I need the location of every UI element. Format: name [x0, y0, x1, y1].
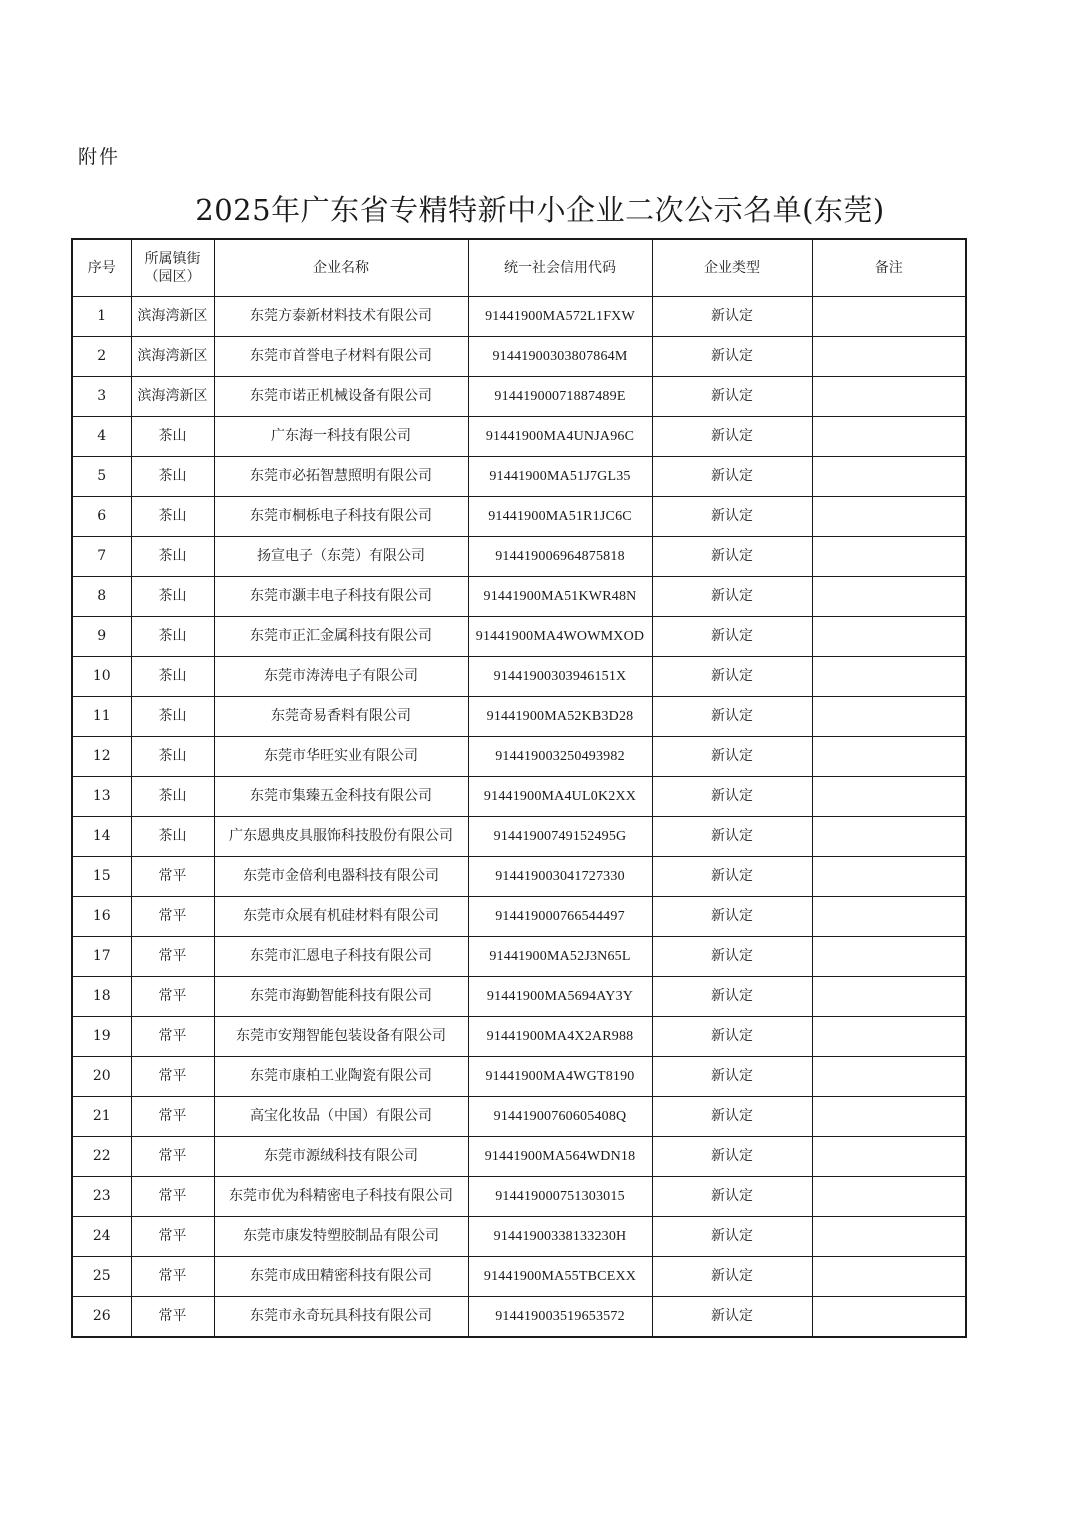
cell-credit-code: 91441900MA51KWR48N: [468, 577, 652, 617]
table-row: [72, 697, 966, 737]
cell-town: 常平: [131, 897, 214, 937]
cell-remark: [812, 537, 966, 577]
cell-index: 15: [72, 857, 131, 897]
cell-type: 新认定: [652, 617, 812, 657]
cell-credit-code: 91441900MA4X2AR988: [468, 1017, 652, 1057]
cell-remark: [812, 1297, 966, 1338]
table-row: [72, 817, 966, 857]
cell-town: 滨海湾新区: [131, 337, 214, 377]
cell-credit-code: 91441900MA51J7GL35: [468, 457, 652, 497]
cell-type: 新认定: [652, 1177, 812, 1217]
cell-company: 东莞市集臻五金科技有限公司: [214, 777, 468, 817]
cell-index: 14: [72, 817, 131, 857]
table-row: [72, 1177, 966, 1217]
cell-index: 22: [72, 1137, 131, 1177]
table-row: [72, 377, 966, 417]
cell-type: 新认定: [652, 657, 812, 697]
cell-type: 新认定: [652, 1217, 812, 1257]
cell-type: 新认定: [652, 377, 812, 417]
cell-company: 东莞市金倍利电器科技有限公司: [214, 857, 468, 897]
cell-type: 新认定: [652, 1297, 812, 1338]
cell-index: 9: [72, 617, 131, 657]
cell-company: 高宝化妆品（中国）有限公司: [214, 1097, 468, 1137]
cell-index: 12: [72, 737, 131, 777]
table-row: [72, 1217, 966, 1257]
cell-remark: [812, 457, 966, 497]
cell-remark: [812, 617, 966, 657]
cell-remark: [812, 577, 966, 617]
cell-company: 东莞市汇恩电子科技有限公司: [214, 937, 468, 977]
header-town: 所属镇街（园区）: [131, 239, 214, 297]
table-row: [72, 897, 966, 937]
cell-company: 东莞市优为科精密电子科技有限公司: [214, 1177, 468, 1217]
table-row: [72, 737, 966, 777]
cell-type: 新认定: [652, 737, 812, 777]
cell-credit-code: 91441900749152495G: [468, 817, 652, 857]
cell-index: 19: [72, 1017, 131, 1057]
table-row: [72, 417, 966, 457]
cell-company: 东莞市涛涛电子有限公司: [214, 657, 468, 697]
cell-remark: [812, 1177, 966, 1217]
cell-type: 新认定: [652, 297, 812, 337]
cell-company: 东莞市正汇金属科技有限公司: [214, 617, 468, 657]
cell-town: 常平: [131, 1177, 214, 1217]
cell-remark: [812, 937, 966, 977]
cell-type: 新认定: [652, 777, 812, 817]
cell-town: 茶山: [131, 697, 214, 737]
cell-index: 6: [72, 497, 131, 537]
table-row: [72, 1097, 966, 1137]
cell-index: 23: [72, 1177, 131, 1217]
cell-remark: [812, 297, 966, 337]
cell-town: 茶山: [131, 777, 214, 817]
page-title: 2025年广东省专精特新中小企业二次公示名单(东莞): [195, 193, 885, 227]
table-row: [72, 337, 966, 377]
cell-type: 新认定: [652, 537, 812, 577]
cell-credit-code: 91441900MA4UNJA96C: [468, 417, 652, 457]
table-row: [72, 1257, 966, 1297]
cell-index: 20: [72, 1057, 131, 1097]
cell-company: 东莞市安翔智能包装设备有限公司: [214, 1017, 468, 1057]
table-row: [72, 577, 966, 617]
cell-credit-code: 91441900MA52J3N65L: [468, 937, 652, 977]
cell-credit-code: 91441900071887489E: [468, 377, 652, 417]
header-index: 序号: [72, 239, 131, 297]
header-type: 企业类型: [652, 239, 812, 297]
cell-town: 常平: [131, 937, 214, 977]
cell-index: 5: [72, 457, 131, 497]
cell-type: 新认定: [652, 817, 812, 857]
cell-credit-code: 914419006964875818: [468, 537, 652, 577]
cell-town: 常平: [131, 1137, 214, 1177]
cell-index: 24: [72, 1217, 131, 1257]
cell-town: 茶山: [131, 537, 214, 577]
table-row: [72, 777, 966, 817]
cell-type: 新认定: [652, 457, 812, 497]
cell-index: 11: [72, 697, 131, 737]
cell-index: 3: [72, 377, 131, 417]
table-header-row: [72, 239, 966, 297]
cell-company: 东莞市华旺实业有限公司: [214, 737, 468, 777]
cell-remark: [812, 657, 966, 697]
cell-index: 13: [72, 777, 131, 817]
cell-company: 东莞市首誉电子材料有限公司: [214, 337, 468, 377]
cell-index: 18: [72, 977, 131, 1017]
cell-type: 新认定: [652, 497, 812, 537]
cell-index: 17: [72, 937, 131, 977]
cell-town: 茶山: [131, 657, 214, 697]
cell-town: 茶山: [131, 497, 214, 537]
cell-index: 1: [72, 297, 131, 337]
cell-credit-code: 914419003041727330: [468, 857, 652, 897]
cell-company: 东莞市成田精密科技有限公司: [214, 1257, 468, 1297]
header-remark: 备注: [812, 239, 966, 297]
cell-type: 新认定: [652, 977, 812, 1017]
cell-credit-code: 91441900338133230H: [468, 1217, 652, 1257]
cell-company: 东莞市康发特塑胶制品有限公司: [214, 1217, 468, 1257]
cell-company: 东莞市众展有机硅材料有限公司: [214, 897, 468, 937]
cell-credit-code: 91441900MA4WGT8190: [468, 1057, 652, 1097]
cell-company: 广东海一科技有限公司: [214, 417, 468, 457]
cell-company: 东莞市灏丰电子科技有限公司: [214, 577, 468, 617]
table-row: [72, 457, 966, 497]
cell-town: 茶山: [131, 417, 214, 457]
cell-type: 新认定: [652, 1137, 812, 1177]
cell-company: 东莞市诺正机械设备有限公司: [214, 377, 468, 417]
cell-index: 21: [72, 1097, 131, 1137]
cell-town: 滨海湾新区: [131, 377, 214, 417]
cell-credit-code: 91441900303807864M: [468, 337, 652, 377]
table-row: [72, 1017, 966, 1057]
cell-credit-code: 91441900760605408Q: [468, 1097, 652, 1137]
cell-remark: [812, 697, 966, 737]
cell-type: 新认定: [652, 1057, 812, 1097]
table-row: [72, 617, 966, 657]
cell-index: 25: [72, 1257, 131, 1297]
table-row: [72, 537, 966, 577]
cell-company: 东莞市必拓智慧照明有限公司: [214, 457, 468, 497]
table-row: [72, 297, 966, 337]
cell-index: 2: [72, 337, 131, 377]
cell-town: 常平: [131, 857, 214, 897]
cell-town: 常平: [131, 977, 214, 1017]
cell-credit-code: 914419003250493982: [468, 737, 652, 777]
cell-company: 东莞市康柏工业陶瓷有限公司: [214, 1057, 468, 1097]
cell-remark: [812, 857, 966, 897]
cell-remark: [812, 897, 966, 937]
cell-type: 新认定: [652, 697, 812, 737]
cell-remark: [812, 1137, 966, 1177]
cell-credit-code: 91441900MA51R1JC6C: [468, 497, 652, 537]
cell-credit-code: 91441900303946151X: [468, 657, 652, 697]
cell-company: 扬宣电子（东莞）有限公司: [214, 537, 468, 577]
cell-remark: [812, 1217, 966, 1257]
cell-type: 新认定: [652, 937, 812, 977]
cell-town: 茶山: [131, 617, 214, 657]
cell-town: 常平: [131, 1297, 214, 1338]
cell-company: 东莞奇易香料有限公司: [214, 697, 468, 737]
header-credit-code: 统一社会信用代码: [468, 239, 652, 297]
cell-remark: [812, 497, 966, 537]
company-table: [71, 238, 967, 1338]
cell-company: 东莞市桐栎电子科技有限公司: [214, 497, 468, 537]
table-row: [72, 857, 966, 897]
table-row: [72, 657, 966, 697]
cell-credit-code: 91441900MA572L1FXW: [468, 297, 652, 337]
cell-town: 常平: [131, 1017, 214, 1057]
cell-credit-code: 914419003519653572: [468, 1297, 652, 1338]
table-row: [72, 497, 966, 537]
cell-company: 东莞市永奇玩具科技有限公司: [214, 1297, 468, 1338]
cell-credit-code: 91441900MA4WOWMXOD: [468, 617, 652, 657]
cell-type: 新认定: [652, 1257, 812, 1297]
cell-index: 10: [72, 657, 131, 697]
cell-credit-code: 91441900MA52KB3D28: [468, 697, 652, 737]
cell-credit-code: 91441900MA55TBCEXX: [468, 1257, 652, 1297]
cell-company: 东莞方泰新材料技术有限公司: [214, 297, 468, 337]
table-row: [72, 937, 966, 977]
cell-type: 新认定: [652, 897, 812, 937]
cell-type: 新认定: [652, 1097, 812, 1137]
cell-company: 东莞市海勤智能科技有限公司: [214, 977, 468, 1017]
cell-credit-code: 91441900MA5694AY3Y: [468, 977, 652, 1017]
cell-index: 26: [72, 1297, 131, 1338]
cell-town: 常平: [131, 1257, 214, 1297]
cell-index: 4: [72, 417, 131, 457]
attachment-label: 附件: [78, 146, 121, 168]
cell-remark: [812, 417, 966, 457]
header-company: 企业名称: [214, 239, 468, 297]
cell-company: 东莞市源绒科技有限公司: [214, 1137, 468, 1177]
cell-remark: [812, 1057, 966, 1097]
cell-remark: [812, 1017, 966, 1057]
cell-index: 16: [72, 897, 131, 937]
table-row: [72, 1297, 966, 1338]
cell-credit-code: 914419000766544497: [468, 897, 652, 937]
cell-remark: [812, 337, 966, 377]
table-row: [72, 1137, 966, 1177]
cell-type: 新认定: [652, 1017, 812, 1057]
cell-company: 广东恩典皮具服饰科技股份有限公司: [214, 817, 468, 857]
cell-remark: [812, 377, 966, 417]
cell-remark: [812, 977, 966, 1017]
cell-index: 7: [72, 537, 131, 577]
cell-type: 新认定: [652, 417, 812, 457]
cell-town: 茶山: [131, 577, 214, 617]
cell-credit-code: 914419000751303015: [468, 1177, 652, 1217]
cell-credit-code: 91441900MA4UL0K2XX: [468, 777, 652, 817]
cell-credit-code: 91441900MA564WDN18: [468, 1137, 652, 1177]
cell-town: 茶山: [131, 457, 214, 497]
cell-town: 常平: [131, 1217, 214, 1257]
cell-town: 滨海湾新区: [131, 297, 214, 337]
cell-type: 新认定: [652, 577, 812, 617]
cell-town: 常平: [131, 1097, 214, 1137]
table-row: [72, 977, 966, 1017]
cell-type: 新认定: [652, 337, 812, 377]
cell-index: 8: [72, 577, 131, 617]
cell-remark: [812, 777, 966, 817]
cell-remark: [812, 1097, 966, 1137]
cell-type: 新认定: [652, 857, 812, 897]
cell-remark: [812, 1257, 966, 1297]
cell-town: 茶山: [131, 817, 214, 857]
cell-remark: [812, 737, 966, 777]
cell-remark: [812, 817, 966, 857]
cell-town: 常平: [131, 1057, 214, 1097]
table-row: [72, 1057, 966, 1097]
cell-town: 茶山: [131, 737, 214, 777]
